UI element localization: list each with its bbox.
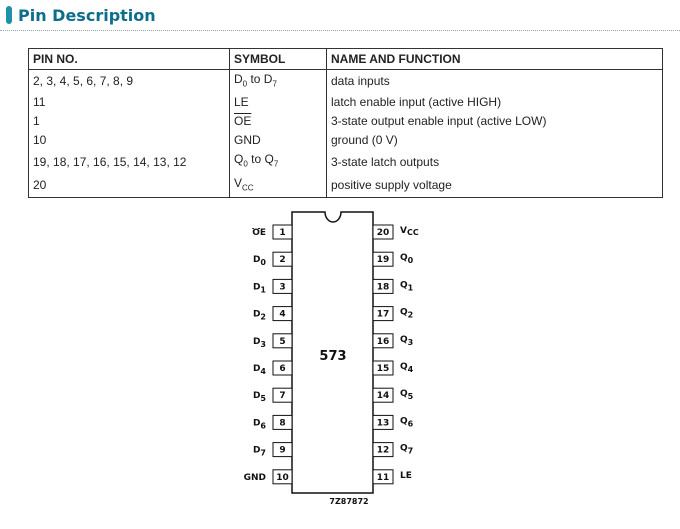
pin-number: 8 (279, 418, 286, 429)
pin-numbers: 1 (29, 112, 230, 131)
pin-symbol: $\overline{OE}$ (230, 112, 327, 131)
pin-symbol: $D_0$ to $D_7$ (230, 70, 327, 94)
chip-code: 7Z87872 (329, 497, 369, 506)
pin-numbers: 2, 3, 4, 5, 6, 7, 8, 9 (29, 70, 230, 94)
pin-number: 14 (376, 391, 390, 402)
column-header: NAME AND FUNCTION (327, 49, 663, 70)
pin-number: 20 (376, 228, 390, 238)
chip-label: 573 (319, 349, 347, 364)
pin-name: Q2 (400, 307, 414, 320)
pin-symbol: GND (230, 131, 327, 150)
pin-number: 11 (376, 472, 390, 483)
pin-name: D7 (252, 445, 266, 458)
pin-number: 6 (279, 364, 286, 374)
pin-number: 1 (279, 228, 286, 238)
pin-number: 19 (376, 255, 390, 266)
pin-name: D0 (252, 255, 266, 268)
pin-name: OE (252, 228, 266, 238)
pin-symbol: $V_{CC}$ (230, 174, 327, 198)
pin-numbers: 11 (29, 93, 230, 112)
pin-name: Q4 (400, 362, 414, 374)
pin-name: Q5 (400, 389, 414, 402)
pin-name: LE (400, 470, 412, 481)
pin-name: Q7 (400, 443, 414, 456)
pin-number: 4 (279, 309, 286, 320)
pin-numbers: 10 (29, 131, 230, 150)
pin-name: D5 (252, 391, 266, 404)
pin-number: 5 (279, 336, 286, 347)
pin-symbol: LE (230, 93, 327, 112)
pin-name: Q3 (400, 334, 414, 347)
pin-function: 3-state latch outputs (327, 150, 663, 173)
pin-number: 12 (376, 445, 390, 456)
pin-name: D2 (252, 309, 266, 322)
pin-number: 15 (376, 364, 390, 374)
pin-function: positive supply voltage (327, 174, 663, 198)
pin-symbol: $Q_0$ to $Q_7$ (230, 150, 327, 173)
pin-function: ground (0 V) (327, 131, 663, 150)
pin-number: 7 (279, 391, 286, 402)
column-header: SYMBOL (230, 49, 327, 70)
pin-function: latch enable input (active HIGH) (327, 93, 663, 112)
section-title: Pin Description (18, 5, 156, 25)
pin-name: VCC (400, 226, 419, 237)
pin-name: Q0 (400, 253, 414, 266)
pin-number: 16 (376, 336, 390, 347)
pin-number: 3 (279, 282, 286, 293)
pin-name: Q6 (400, 416, 414, 429)
pin-numbers: 20 (29, 174, 230, 198)
pin-name: D4 (252, 364, 266, 376)
pin-number: 10 (276, 472, 289, 483)
column-header: PIN NO. (29, 49, 230, 70)
pin-number: 9 (279, 445, 286, 456)
pin-name: Q1 (400, 280, 414, 293)
pin-number: 17 (376, 309, 390, 320)
pin-number: 13 (376, 418, 390, 429)
pin-name: D1 (252, 282, 266, 295)
pin-name: D6 (252, 418, 266, 431)
pin-name: GND (243, 472, 266, 483)
pin-name: D3 (252, 336, 266, 349)
pin-numbers: 19, 18, 17, 16, 15, 14, 13, 12 (29, 150, 230, 173)
pin-function: data inputs (327, 70, 663, 94)
pin-function: 3-state output enable input (active LOW) (327, 112, 663, 131)
pin-number: 18 (376, 282, 390, 293)
pin-number: 2 (279, 255, 286, 266)
